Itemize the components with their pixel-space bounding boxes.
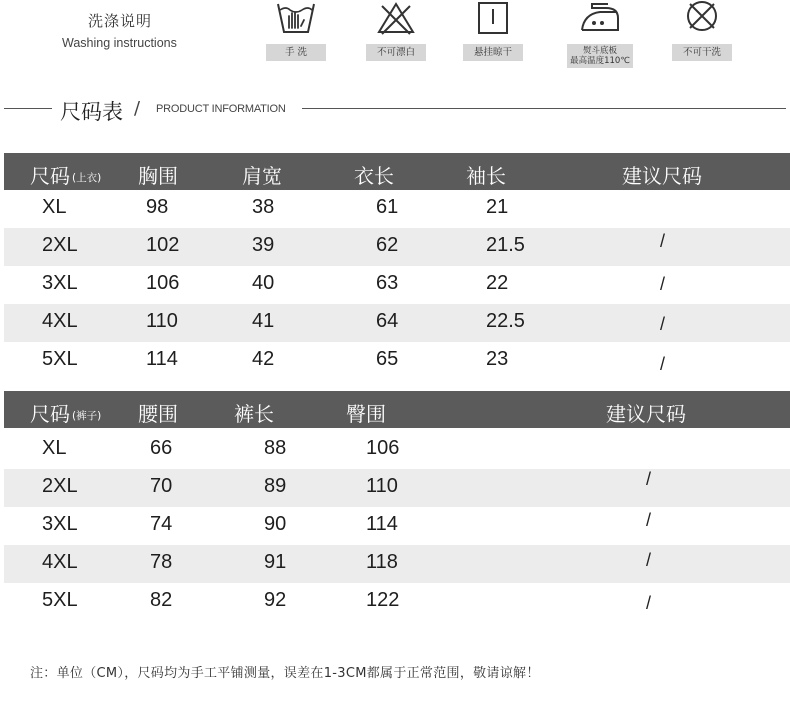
cell-chest: 114 [146, 348, 178, 370]
cell-shoulder: 42 [252, 348, 275, 370]
header-size: 尺码 (上衣) [30, 164, 102, 188]
cell-chest: 102 [146, 234, 180, 256]
section-subtitle: PRODUCT INFORMATION [156, 103, 286, 115]
cell-shoulder: 39 [252, 234, 275, 256]
cell-shoulder: 40 [252, 272, 275, 294]
cell-sleeve: 21.5 [486, 234, 525, 256]
cell-waist: 82 [150, 589, 173, 611]
washing-title: 洗涤说明 [88, 12, 153, 30]
cell-length: 64 [376, 310, 399, 332]
no-tumble-dry-icon [682, 0, 722, 36]
cell-sleeve: 23 [486, 348, 509, 370]
cell-size: 2XL [42, 475, 78, 497]
cell-chest: 98 [146, 196, 169, 218]
cell-suggest: / [660, 354, 666, 374]
care-label-line2: 最高温度110℃ [570, 56, 630, 66]
cell-waist: 66 [150, 437, 173, 459]
header-sleeve: 袖长 [466, 164, 506, 188]
table-row [4, 228, 790, 266]
section-divider-right [302, 108, 786, 109]
table-row [4, 266, 790, 304]
care-label: 不可干洗 [672, 44, 732, 61]
cell-length: 61 [376, 196, 399, 218]
hang-dry-icon [473, 0, 513, 36]
table-row [4, 342, 790, 380]
cell-chest: 110 [146, 310, 178, 332]
header-suggest: 建议尺码 [606, 402, 686, 426]
cell-size: 3XL [42, 513, 78, 535]
cell-suggest: / [646, 550, 652, 570]
table-row [4, 431, 790, 469]
cell-length: 62 [376, 234, 399, 256]
header-size-note: (裤子) [72, 410, 102, 422]
cell-size: 3XL [42, 272, 78, 294]
cell-suggest: / [660, 231, 666, 251]
cell-pants-length: 88 [264, 437, 287, 459]
header-waist: 腰围 [138, 402, 178, 426]
header-length: 衣长 [354, 164, 394, 188]
table-row [4, 190, 790, 228]
washing-subtitle: Washing instructions [62, 36, 177, 50]
iron-icon [578, 0, 622, 36]
cell-waist: 74 [150, 513, 173, 535]
cell-waist: 78 [150, 551, 173, 573]
cell-length: 63 [376, 272, 399, 294]
care-item-no-bleach [356, 0, 436, 61]
cell-shoulder: 38 [252, 196, 275, 218]
care-label [567, 44, 633, 68]
cell-hip: 110 [366, 475, 398, 497]
care-item-hand-wash [256, 0, 336, 61]
cell-hip: 106 [366, 437, 400, 459]
table-row [4, 304, 790, 342]
cell-sleeve: 21 [486, 196, 509, 218]
table-row [4, 545, 790, 583]
no-bleach-icon [376, 0, 416, 36]
header-size-note: (上衣) [72, 172, 102, 184]
cell-size: XL [42, 437, 67, 459]
header-pants-length: 裤长 [234, 402, 274, 426]
section-title: 尺码表 [60, 100, 123, 124]
top-table-header [4, 153, 790, 190]
cell-pants-length: 92 [264, 589, 287, 611]
cell-hip: 118 [366, 551, 398, 573]
cell-length: 65 [376, 348, 399, 370]
cell-size: XL [42, 196, 67, 218]
care-label: 手 洗 [266, 44, 326, 61]
cell-pants-length: 90 [264, 513, 287, 535]
header-suggest: 建议尺码 [622, 164, 702, 188]
cell-size: 5XL [42, 589, 78, 611]
cell-suggest: / [646, 510, 652, 530]
cell-hip: 122 [366, 589, 400, 611]
care-item-hang-dry [453, 0, 533, 61]
cell-size: 4XL [42, 310, 78, 332]
cell-suggest: / [660, 314, 666, 334]
cell-sleeve: 22 [486, 272, 509, 294]
section-divider-left [4, 108, 52, 109]
section-slash: / [134, 98, 141, 119]
cell-size: 2XL [42, 234, 78, 256]
header-hip: 臀围 [346, 402, 386, 426]
cell-suggest: / [646, 469, 652, 489]
care-label: 悬挂晾干 [463, 44, 523, 61]
care-label-line1: 熨斗底板 [582, 46, 617, 56]
cell-suggest: / [660, 274, 666, 294]
care-item-iron [560, 0, 640, 68]
header-size: 尺码 (裤子) [30, 402, 102, 426]
pants-table-header [4, 391, 790, 428]
cell-pants-length: 89 [264, 475, 287, 497]
cell-waist: 70 [150, 475, 173, 497]
cell-shoulder: 41 [252, 310, 275, 332]
header-shoulder: 肩宽 [242, 164, 282, 188]
cell-chest: 106 [146, 272, 180, 294]
cell-size: 5XL [42, 348, 78, 370]
cell-size: 4XL [42, 551, 78, 573]
care-label: 不可漂白 [366, 44, 426, 61]
cell-pants-length: 91 [264, 551, 287, 573]
care-item-no-tumble-dry [662, 0, 742, 61]
cell-sleeve: 22.5 [486, 310, 525, 332]
hand-wash-icon [276, 0, 316, 36]
measurement-note: 注：单位（CM），尺码均为手工平铺测量，误差在1-3CM都属于正常范围，敬请谅解！ [30, 666, 540, 681]
table-row [4, 583, 790, 621]
header-chest: 胸围 [138, 164, 178, 188]
table-row [4, 507, 790, 545]
cell-hip: 114 [366, 513, 398, 535]
table-row [4, 469, 790, 507]
cell-suggest: / [646, 593, 652, 613]
